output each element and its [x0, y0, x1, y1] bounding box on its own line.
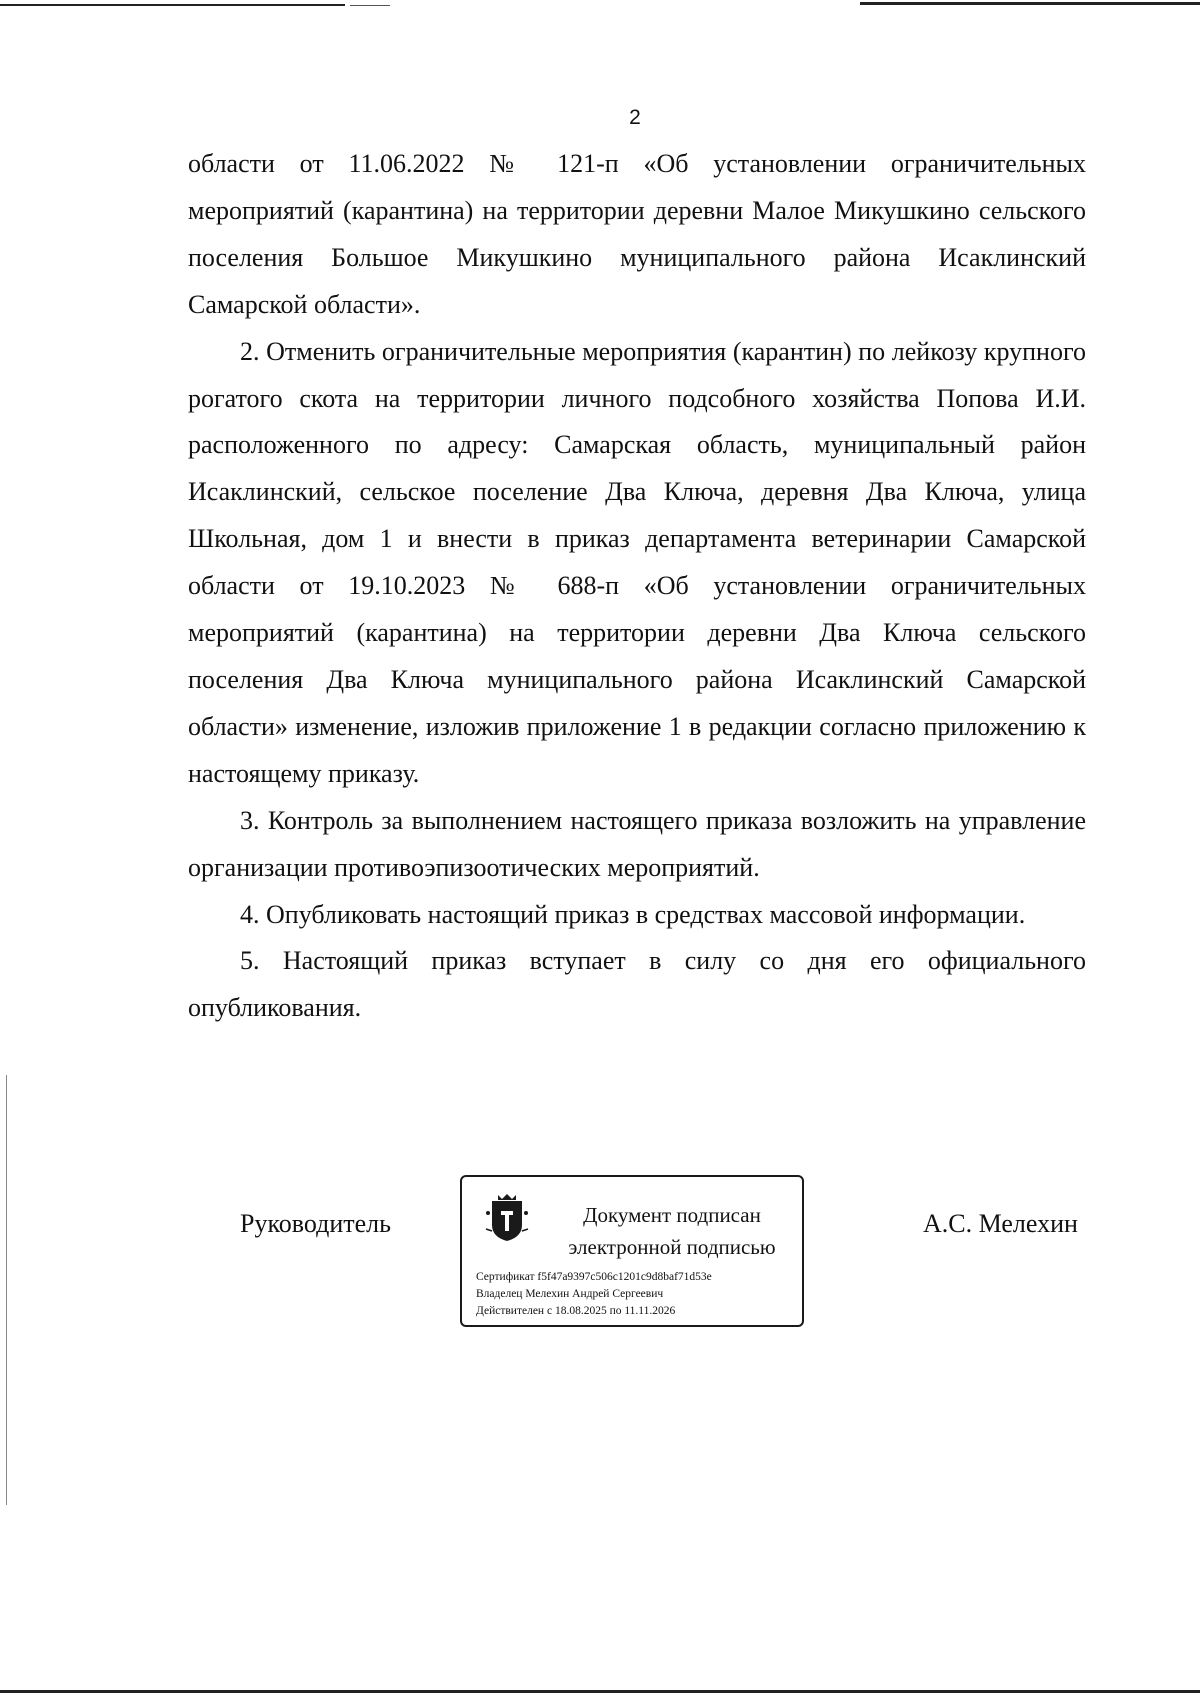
- paragraph-2: 2. Отменить ограничительные мероприятия (карантин) по лейкозу крупного рогатого скота на территории личного подсобного хозяйства Попова И.И. расположенного по адресу: Самарская область, муниципальный район Исаклинский, сельское поселение Два Ключа, деревня Два Ключа, улица Школьная, дом 1 и внести в приказ департамента ветеринарии Самарской области от 19.10.2023 № 688-п «Об установлении ограничительных мероприятий (карантина) на территории деревни Два Ключа сельского поселения Два Ключа муниципального района Исаклинский Самарской области» изменение, изложив приложение 1 в редакции согласно приложению к настоящему приказу.: [188, 336, 1086, 788]
- coat-of-arms-icon: [484, 1191, 530, 1243]
- paragraph-3: 3. Контроль за выполнением настоящего приказа возложить на управление организации противоэпизоотических мероприятий.: [188, 805, 1086, 882]
- stamp-details: [476, 1269, 712, 1320]
- page-number: 2: [629, 106, 641, 129]
- stamp-title-line-2: электронной подписью: [568, 1235, 776, 1259]
- scan-edge-top-right: [860, 2, 1200, 5]
- signer-name: А.С. Мелехин: [923, 1209, 1078, 1238]
- scan-edge-bottom: [0, 1690, 1200, 1693]
- signature-block: [0, 1175, 1200, 1335]
- paragraph-5: 5. Настоящий приказ вступает в силу со дня его официального опубликования.: [188, 946, 1086, 1023]
- paragraph-1: области от 11.06.2022 № 121-п «Об установлении ограничительных мероприятий (карантина) на территории деревни Малое Микушкино сельского поселения Большое Микушкино муниципального района Исаклинский Самарской области».: [188, 149, 1086, 319]
- scan-edge-top-left: [0, 4, 345, 6]
- electronic-signature-stamp: [460, 1175, 804, 1327]
- signer-title: Руководитель: [240, 1209, 391, 1238]
- scan-edge-top-dash: [350, 5, 390, 6]
- stamp-certificate: Сертификат f5f47a9397c506c1201c9d8baf71d53e: [476, 1271, 712, 1283]
- stamp-owner: Владелец Мелехин Андрей Сергеевич: [476, 1288, 664, 1300]
- stamp-validity: Действителен с 18.08.2025 по 11.11.2026: [476, 1305, 676, 1317]
- stamp-title: [552, 1199, 792, 1263]
- document-body: [188, 141, 1086, 1032]
- stamp-title-line-1: Документ подписан: [583, 1203, 761, 1227]
- paragraph-4: 4. Опубликовать настоящий приказ в средствах массовой информации.: [240, 899, 1026, 929]
